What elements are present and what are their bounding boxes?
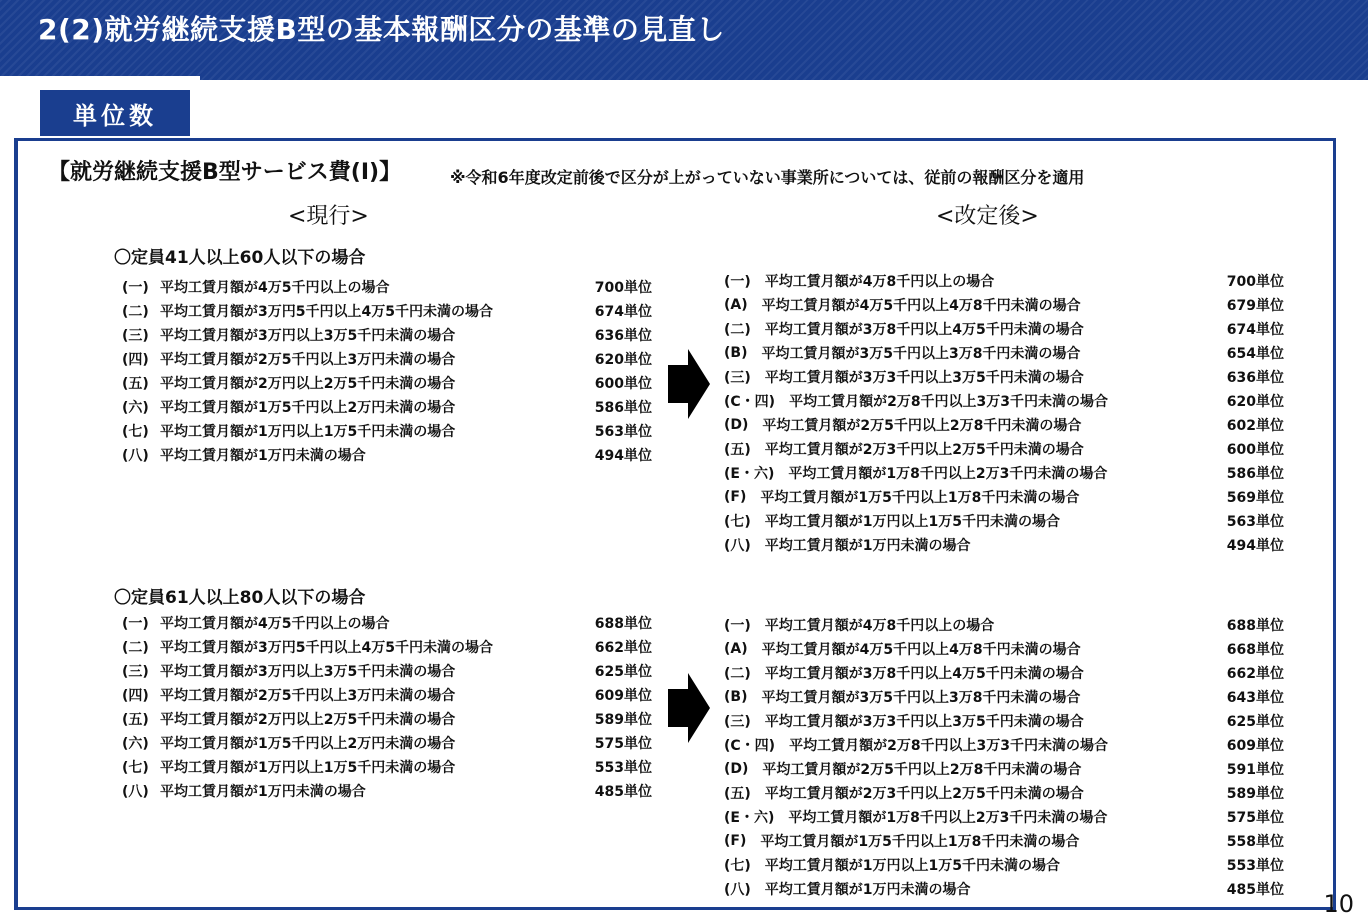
item-number: (C・四) [724, 394, 776, 410]
item-condition: 平均工賃月額が2万5千円以上2万8千円未満の場合 [762, 418, 1082, 434]
list-item [122, 371, 652, 395]
list-item [724, 509, 1284, 533]
list-item [122, 299, 652, 323]
item-units: 609単位 [594, 688, 652, 704]
item-number: (一) [724, 618, 751, 634]
item-units: 563単位 [1226, 514, 1284, 530]
item-condition: 平均工賃月額が4万8千円以上の場合 [764, 618, 995, 634]
item-number: (B) [724, 345, 748, 361]
item-units: 575単位 [594, 736, 652, 752]
list-item [724, 413, 1284, 437]
item-condition: 平均工賃月額が3万8千円以上4万5千円未満の場合 [764, 666, 1084, 682]
list-item [724, 661, 1284, 685]
item-condition: 平均工賃月額が1万8千円以上2万3千円未満の場合 [788, 466, 1108, 482]
list-item [122, 323, 652, 347]
item-units: 563単位 [594, 424, 652, 440]
page-number: 10 [1323, 890, 1354, 918]
item-number: (五) [724, 442, 751, 458]
item-number: (七) [724, 514, 751, 530]
item-condition: 平均工賃月額が1万5千円以上2万円未満の場合 [160, 400, 456, 416]
item-units: 558単位 [1226, 834, 1284, 850]
item-units: 674単位 [594, 304, 652, 320]
item-units: 591単位 [1226, 762, 1284, 778]
item-units: 674単位 [1226, 322, 1284, 338]
list-item [724, 437, 1284, 461]
item-number: (D) [724, 417, 749, 433]
current-column-label: <現行> [288, 204, 369, 229]
list-item [724, 613, 1284, 637]
list-item [122, 755, 652, 779]
list-item [724, 293, 1284, 317]
item-number: (三) [724, 370, 751, 386]
item-condition: 平均工賃月額が2万8千円以上3万3千円未満の場合 [789, 394, 1109, 410]
item-condition: 平均工賃月額が2万円以上2万5千円未満の場合 [160, 712, 456, 728]
item-units: 569単位 [1226, 490, 1284, 506]
item-number: (F) [724, 833, 747, 849]
item-units: 575単位 [1226, 810, 1284, 826]
item-units: 700単位 [594, 280, 652, 296]
item-units: 625単位 [1226, 714, 1284, 730]
list-item [122, 707, 652, 731]
item-units: 589単位 [594, 712, 652, 728]
list-item [724, 805, 1284, 829]
list-item [724, 877, 1284, 901]
item-condition: 平均工賃月額が4万5千円以上の場合 [160, 280, 390, 296]
item-units: 553単位 [1226, 858, 1284, 874]
list-item [724, 533, 1284, 557]
item-units: 485単位 [1226, 882, 1284, 898]
item-number: (二) [724, 666, 751, 682]
item-condition: 平均工賃月額が1万円以上1万5千円未満の場合 [160, 760, 456, 776]
list-item [724, 317, 1284, 341]
revised-list-41-60 [724, 269, 1284, 557]
item-condition: 平均工賃月額が3万8千円以上4万5千円未満の場合 [764, 322, 1084, 338]
item-number: (F) [724, 489, 747, 505]
item-number: (六) [122, 400, 149, 416]
item-units: 620単位 [594, 352, 652, 368]
item-condition: 平均工賃月額が2万5千円以上2万8千円未満の場合 [762, 762, 1082, 778]
right-arrow-icon [668, 349, 710, 423]
item-condition: 平均工賃月額が3万円5千円以上4万5千円未満の場合 [160, 304, 493, 320]
title-banner [0, 0, 1368, 80]
right-arrow-icon [668, 673, 710, 747]
list-item [724, 485, 1284, 509]
item-units: 636単位 [594, 328, 652, 344]
list-item [724, 341, 1284, 365]
list-item [122, 779, 652, 803]
banner-accent-rule [0, 76, 200, 80]
item-condition: 平均工賃月額が2万8千円以上3万3千円未満の場合 [789, 738, 1109, 754]
item-condition: 平均工賃月額が1万5千円以上2万円未満の場合 [160, 736, 456, 752]
item-number: (一) [122, 280, 149, 296]
item-number: (五) [122, 712, 149, 728]
item-units: 679単位 [1226, 298, 1284, 314]
item-number: (C・四) [724, 738, 776, 754]
list-item [724, 853, 1284, 877]
list-item [122, 419, 652, 443]
section-title-41-60: 〇定員41人以上60人以下の場合 [114, 248, 366, 268]
unit-tab: 単位数 [40, 90, 190, 136]
item-units: 662単位 [1226, 666, 1284, 682]
item-condition: 平均工賃月額が1万円未満の場合 [160, 784, 366, 800]
list-item [122, 683, 652, 707]
list-item [122, 395, 652, 419]
item-condition: 平均工賃月額が1万円未満の場合 [764, 538, 971, 554]
item-condition: 平均工賃月額が2万3千円以上2万5千円未満の場合 [764, 786, 1084, 802]
panel-heading: 【就労継続支援B型サービス費(Ⅰ)】 [48, 160, 402, 185]
list-item [724, 781, 1284, 805]
item-units: 643単位 [1226, 690, 1284, 706]
item-number: (五) [122, 376, 149, 392]
item-condition: 平均工賃月額が1万5千円以上1万8千円未満の場合 [760, 490, 1080, 506]
item-units: 700単位 [1226, 274, 1284, 290]
item-condition: 平均工賃月額が1万円未満の場合 [764, 882, 971, 898]
item-number: (二) [122, 304, 149, 320]
list-item [122, 635, 652, 659]
item-number: (五) [724, 786, 751, 802]
item-number: (E・六) [724, 466, 775, 482]
list-item [724, 461, 1284, 485]
item-condition: 平均工賃月額が1万5千円以上1万8千円未満の場合 [760, 834, 1080, 850]
item-number: (六) [122, 736, 149, 752]
item-number: (A) [724, 641, 748, 657]
list-item [122, 347, 652, 371]
item-units: 620単位 [1226, 394, 1284, 410]
item-units: 654単位 [1226, 346, 1284, 362]
list-item [122, 443, 652, 467]
item-number: (E・六) [724, 810, 775, 826]
content-panel [14, 138, 1336, 910]
item-number: (A) [724, 297, 748, 313]
item-units: 602単位 [1226, 418, 1284, 434]
item-units: 625単位 [594, 664, 652, 680]
item-condition: 平均工賃月額が2万円以上2万5千円未満の場合 [160, 376, 456, 392]
item-number: (八) [122, 448, 149, 464]
list-item [724, 829, 1284, 853]
list-item [724, 269, 1284, 293]
list-item [724, 757, 1284, 781]
item-condition: 平均工賃月額が1万円以上1万5千円未満の場合 [764, 514, 1061, 530]
item-condition: 平均工賃月額が4万5千円以上4万8千円未満の場合 [761, 642, 1081, 658]
item-number: (D) [724, 761, 749, 777]
item-number: (四) [122, 352, 149, 368]
item-units: 609単位 [1226, 738, 1284, 754]
item-condition: 平均工賃月額が2万5千円以上3万円未満の場合 [160, 688, 456, 704]
item-condition: 平均工賃月額が1万円以上1万5千円未満の場合 [160, 424, 456, 440]
item-units: 494単位 [1226, 538, 1284, 554]
item-number: (八) [724, 538, 751, 554]
item-number: (B) [724, 689, 748, 705]
current-list-41-60 [122, 275, 652, 467]
list-item [724, 365, 1284, 389]
item-units: 668単位 [1226, 642, 1284, 658]
item-number: (二) [724, 322, 751, 338]
item-units: 586単位 [594, 400, 652, 416]
page-title: 2(2)就労継続支援B型の基本報酬区分の基準の見直し [38, 13, 725, 46]
item-number: (三) [122, 328, 149, 344]
item-number: (一) [724, 274, 751, 290]
item-number: (八) [724, 882, 751, 898]
section-title-61-80: 〇定員61人以上80人以下の場合 [114, 588, 366, 608]
item-number: (四) [122, 688, 149, 704]
item-condition: 平均工賃月額が2万3千円以上2万5千円未満の場合 [764, 442, 1084, 458]
list-item [122, 611, 652, 635]
current-list-61-80 [122, 611, 652, 803]
item-condition: 平均工賃月額が3万3千円以上3万5千円未満の場合 [764, 370, 1084, 386]
item-units: 600単位 [594, 376, 652, 392]
item-number: (七) [122, 424, 149, 440]
item-units: 688単位 [594, 616, 652, 632]
list-item [724, 709, 1284, 733]
list-item [122, 731, 652, 755]
item-condition: 平均工賃月額が4万5千円以上の場合 [160, 616, 390, 632]
item-number: (八) [122, 784, 149, 800]
list-item [724, 733, 1284, 757]
list-item [122, 659, 652, 683]
item-number: (三) [122, 664, 149, 680]
item-condition: 平均工賃月額が3万3千円以上3万5千円未満の場合 [764, 714, 1084, 730]
item-condition: 平均工賃月額が3万円以上3万5千円未満の場合 [160, 328, 456, 344]
item-condition: 平均工賃月額が2万5千円以上3万円未満の場合 [160, 352, 456, 368]
item-units: 589単位 [1226, 786, 1284, 802]
item-units: 688単位 [1226, 618, 1284, 634]
item-number: (七) [122, 760, 149, 776]
item-units: 494単位 [594, 448, 652, 464]
item-condition: 平均工賃月額が3万円5千円以上4万5千円未満の場合 [160, 640, 493, 656]
item-units: 600単位 [1226, 442, 1284, 458]
list-item [724, 637, 1284, 661]
item-units: 485単位 [594, 784, 652, 800]
item-units: 553単位 [594, 760, 652, 776]
item-units: 636単位 [1226, 370, 1284, 386]
panel-note: ※令和6年度改定前後で区分が上がっていない事業所については、従前の報酬区分を適用 [450, 168, 1085, 187]
item-number: (三) [724, 714, 751, 730]
item-number: (七) [724, 858, 751, 874]
list-item [724, 389, 1284, 413]
item-number: (二) [122, 640, 149, 656]
item-condition: 平均工賃月額が1万円未満の場合 [160, 448, 366, 464]
item-condition: 平均工賃月額が3万円以上3万5千円未満の場合 [160, 664, 456, 680]
item-units: 586単位 [1226, 466, 1284, 482]
item-condition: 平均工賃月額が3万5千円以上3万8千円未満の場合 [761, 346, 1081, 362]
item-number: (一) [122, 616, 149, 632]
item-units: 662単位 [594, 640, 652, 656]
list-item [724, 685, 1284, 709]
item-condition: 平均工賃月額が1万8千円以上2万3千円未満の場合 [788, 810, 1108, 826]
revised-list-61-80 [724, 613, 1284, 901]
list-item [122, 275, 652, 299]
item-condition: 平均工賃月額が4万5千円以上4万8千円未満の場合 [761, 298, 1081, 314]
item-condition: 平均工賃月額が4万8千円以上の場合 [764, 274, 995, 290]
revised-column-label: <改定後> [936, 204, 1039, 229]
item-condition: 平均工賃月額が3万5千円以上3万8千円未満の場合 [761, 690, 1081, 706]
item-condition: 平均工賃月額が1万円以上1万5千円未満の場合 [764, 858, 1061, 874]
